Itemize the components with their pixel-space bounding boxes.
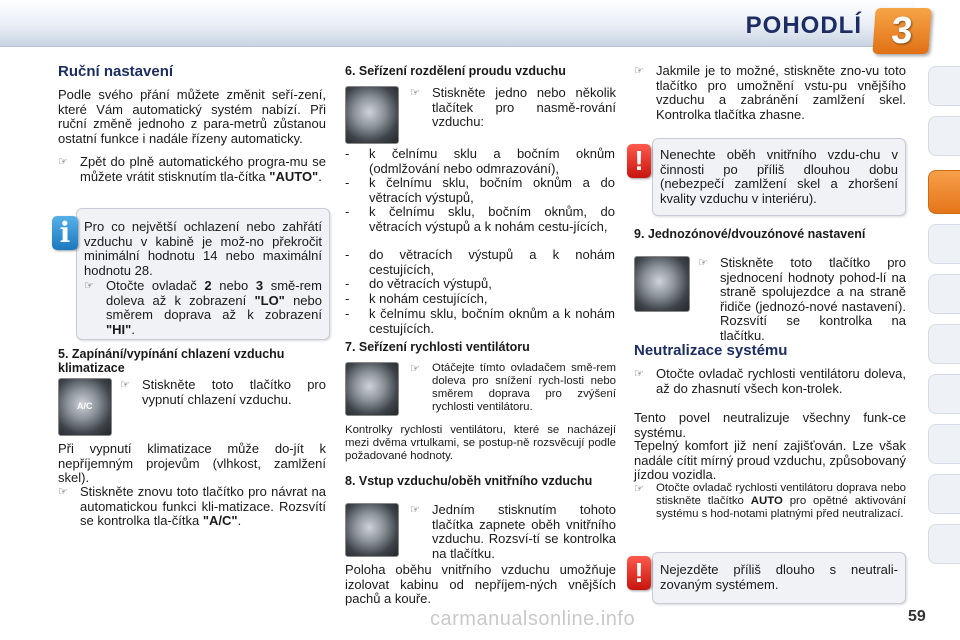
fan-speed-text: Otáčejte tímto ovladačem smě-rem doleva pro snížení rych-losti nebo směrem doprava pro zvýšení rychlosti ventilátoru. [432, 362, 616, 413]
ac-off-text: Stiskněte toto tlačítko pro vypnutí chlazení vzduchu. [142, 377, 326, 407]
warning-text: Nejezděte příliš dlouho s neutrali-zovaným systémem. [660, 562, 898, 592]
recirculation-para: Poloha oběhu vnitřního vzduchu umožňuje izolovat kabinu od nepříjem-ných vnějších pachů a kouře. [345, 562, 616, 607]
chapter-tab[interactable] [928, 274, 960, 314]
fan-speed-photo [345, 362, 399, 416]
fan-speed-bullet [410, 362, 616, 412]
chapter-tab[interactable] [928, 116, 960, 156]
outside-air-text: Jakmile je to možné, stiskněte zno-vu toto tlačítko pro umožnění vstu-pu vnějšího vzduchu a zabránění zamlžení skel. Kontrolka tlačítka zhasne. [656, 63, 906, 122]
list-item-text: k čelnímu sklu, bočním oknům, do větracích výstupů a k nohám cestu-jících, [369, 204, 615, 234]
ac-off-para: Při vypnutí klimatizace může do-jít k nepříjemným projevům (vlhkost, zamlžení skel). [58, 441, 326, 486]
neutralize-bullet [634, 367, 906, 412]
info-text: Pro co největší ochlazení nebo zahřátí vzduchu v kabině je mož-no překročit minimální hodnotu 14 nebo maximální hodnotu 28. [84, 219, 322, 278]
outside-air-bullet [634, 64, 906, 130]
mono-zone-bullet [698, 255, 906, 343]
chapter-tab[interactable] [928, 374, 960, 414]
chapter-tab-active[interactable] [928, 170, 960, 214]
manual-setting-title: Ruční nastavení [58, 63, 174, 80]
manual-setting-intro: Podle svého přání můžete změnit seří-zení, které Vám automatický systém nabízí. Při ruční změně jednoho z para-metrů zůstanou ostatní funkce i nadále řízeny automaticky. [58, 87, 326, 146]
watermark: carmanualsonline.info [430, 608, 636, 630]
auto-bullet-text: Zpět do plně automatického progra-mu se můžete vrátit stisknutím tla-čítka [80, 154, 326, 184]
chapter-tab[interactable] [928, 424, 960, 464]
mono-zone-text: Stiskněte toto tlačítko pro sjednocení hodnoty pohod-lí na straně spolujezdce a na straně řidiče (jednozó-nové nastavení). Rozsvítí se kontrolka na tlačítku. [720, 255, 906, 343]
finger-pointer-icon: ☞ [58, 486, 68, 498]
section-8-title: 8. Vstup vzduchu/oběh vnitřního vzduchu [345, 474, 593, 488]
air-distribution-text: Stiskněte jedno nebo několik tlačítek pro nasmě-rování vzduchu: [432, 85, 616, 130]
finger-pointer-icon: ☞ [634, 65, 644, 77]
neutralization-title: Neutralizace systému [634, 342, 788, 359]
recirculation-photo [345, 503, 399, 557]
ac-off-bullet [120, 378, 326, 410]
reactivate-text-end: pro opětné aktivování systému s hod-notami platnými před neutralizací. [656, 495, 907, 520]
finger-pointer-icon: ☞ [58, 156, 68, 168]
info-box [76, 208, 330, 340]
mono-zone-photo [634, 256, 690, 312]
finger-pointer-icon: ☞ [120, 379, 130, 391]
air-distribution-bullet [410, 86, 616, 130]
warning-icon: ! [627, 144, 651, 178]
chapter-tab[interactable] [928, 324, 960, 364]
control-3-label: 3 [255, 278, 264, 293]
section-7-title: 7. Seřízení rychlosti ventilátoru [345, 340, 530, 354]
chapter-tab[interactable] [928, 224, 960, 264]
recirculation-text: Jedním stisknutím tohoto tlačítka zapnete oběh vnitřního vzduchu. Rozsví-tí se kontrolka na tlačítku. [432, 502, 616, 561]
chapter-tab[interactable] [928, 66, 960, 106]
chapter-tab[interactable] [928, 474, 960, 514]
ac-button-photo [58, 378, 112, 436]
ac-label: "A/C" [202, 513, 238, 529]
section-9-title: 9. Jednozónové/dvouzónové nastavení [634, 227, 866, 241]
finger-pointer-icon: ☞ [698, 257, 708, 269]
ac-glyph-icon: A/C [77, 401, 93, 411]
list-item-text: do větracích výstupů, [369, 276, 492, 291]
control-2-label: 2 [204, 278, 212, 293]
chapter-badge: 3 [872, 8, 931, 54]
info-bullet-text: Otočte ovladač [106, 278, 197, 293]
fan-speed-para: Kontrolky rychlosti ventilátoru, které se nacházejí mezi dvěma vrtulkami, se postup-ně rozsvěcují podle požadované hodnoty. [345, 424, 616, 462]
info-bullet-text: nebo [219, 278, 249, 293]
section-5-title: 5. Zapínání/vypínání chlazení vzduchu klimatizace [58, 347, 285, 375]
finger-pointer-icon: ☞ [634, 483, 644, 495]
reactivate-bullet [634, 482, 906, 534]
info-bullet-text: nebo směrem doprava až k zobrazení [106, 292, 322, 323]
ac-on-text: Stiskněte znovu toto tlačítko pro návrat na automatickou funkci kli-matizace. Rozsvítí se kontrolka tla-čítka [80, 484, 326, 529]
list-item-text: k čelnímu sklu a bočním oknům (odmlžování nebo odmrazování), [369, 146, 615, 176]
warning-icon: ! [627, 556, 651, 590]
auto-label: AUTO [750, 495, 783, 507]
info-bullet-text: smě-rem doleva až k zobrazení [106, 278, 322, 308]
chapter-tab-strip [928, 66, 960, 626]
section-6-title: 6. Seřízení rozdělení proudu vzduchu [345, 64, 566, 78]
page-number: 59 [908, 608, 926, 625]
warning-text: Nenechte oběh vnitřního vzdu-chu v činnosti po příliš dlouhou dobu (nebezpečí zamlžení skel a zhoršení kvality vzduchu v interiéru). [660, 147, 898, 206]
recirculation-bullet [410, 503, 616, 559]
finger-pointer-icon: ☞ [410, 87, 420, 99]
list-item-text: k nohám cestujících, [369, 291, 488, 306]
list-item-text: k čelnímu sklu, bočním oknům a do větracích výstupů, [369, 175, 615, 205]
finger-pointer-icon: ☞ [634, 368, 644, 380]
list-item-text: k čelnímu sklu, bočním oknům a k nohám cestujících. [369, 306, 615, 336]
manual-page: POHODLÍ 3 Ruční nastavení Podle svého přání můžete změnit seří-zení, které Vám automatický systém nabízí. Při ruční změně jednoho z para-metrů zůstanou ostatní funkce i nadále řízeny automaticky. ☞ Zpět do plně automatického progra-mu se můžete vrátit stisknutím tla-čítka "AUTO". Pro co největší ochlazení nebo zahřátí vzduchu v kabině je mož-no překročit minimální hodnotu 14 nebo maximální hodnotu 28. ☞ Otočte ovladač 2 nebo 3 smě-rem doleva až k zobrazení "LO" nebo směrem doprava až k zobrazení "HI". i 5. Zapínání/vypínání chlazení vzduchu klimatizace A/C ☞ Stiskněte toto tlačítko pro vypnutí chlazení vzduchu. Při vypnutí klimatizace může do-jít k nepříjemným projevům (vlhkost, zamlžení skel). ☞ Stiskněte znovu toto tlačítko pro návrat na automatickou funkci kli-matizace. Rozsvítí se kontrolka tla-čítka "A/C". 6. Seřízení rozdělení proudu vzduchu ☞ Stiskněte jedno nebo několik tlačítek pro nasmě-rování vzduchu: - k čelnímu sklu a bočním oknům (odmlžování nebo odmrazování), - k čelnímu sklu, bočním oknům a do větracích výstupů, - k čelnímu sklu, bočním oknům, do větracích výstupů a k nohám cestu-jících, - do větracích výstupů a k nohám cestujících, - do větracích výstupů, - k nohám cestujících, - k čelnímu sklu, bočním oknům a k nohám cestujících. 7. Seřízení rychlosti ventilátoru ☞ Otáčejte tímto ovladačem smě-rem doleva pro snížení rych-losti nebo směrem doprava pro zvýšení rychlosti ventilátoru. Kontrolky rychlosti ventilátoru, které se nacházejí mezi dvěma vrtulkami, se postup-ně rozsvěcují podle požadované hodnoty. 8. Vstup vzduchu/oběh vnitřního vzduchu ☞ Jedním stisknutím tohoto tlačítka zapnete oběh vnitřního vzduchu. Rozsví-tí se kontrolka na tlačítku. Poloha oběhu vnitřního vzduchu umožňuje izolovat kabinu od nepříjem-ných vnějších pachů a kouře. ☞ Jakmile je to možné, stiskněte zno-vu toto tlačítko pro umožnění vstu-pu vnějšího vzduchu a zabránění zamlžení skel. Kontrolka tlačítka zhasne. Nenechte oběh vnitřního vzdu-chu v činnosti po příliš dlouhou dobu (nebezpečí zamlžení skel a zhoršení kvality vzduchu v interiéru). ! 9. Jednozónové/dvouzónové nastavení ☞ Stiskněte toto tlačítko pro sjednocení hodnoty pohod-lí na straně spolujezdce a na straně řidiče (jednozó-nové nastavení). Rozsvítí se kontrolka na tlačítku. Neutralizace systému ☞ Otočte ovladač rychlosti ventilátoru doleva, až do zhasnutí všech kon-trolek. Tento povel neutralizuje všechny funk-ce systému. Tepelný komfort již není zajišťován. Lze však nadále cítit mírný proud vzduchu, způsobovaný jízdou vozidla. ☞ Otočte ovladač rychlosti ventilátoru doprava nebo stiskněte tlačítko AUTO pro opětné aktivování systému s hod-notami platnými před neutralizací. Nejezděte příliš dlouho s neutrali-zovaným systémem. ! carmanualsonline.info 59 [0, 0, 960, 640]
warning-box-neutralization [652, 552, 906, 604]
hi-label: "HI" [106, 321, 132, 337]
auto-label: "AUTO" [269, 168, 319, 184]
reactivate-text: Otočte ovladač rychlosti ventilátoru doprava nebo stiskněte tlačítko [656, 482, 906, 507]
info-bullet: ☞ Otočte ovladač 2 nebo 3 smě-rem doleva až k zobrazení "LO" nebo směrem doprava až k zobrazení "HI". [84, 278, 322, 337]
chapter-tab[interactable] [928, 524, 960, 564]
finger-pointer-icon: ☞ [84, 280, 94, 292]
neutralize-text: Otočte ovladač rychlosti ventilátoru doleva, až do zhasnutí všech kon-trolek. [656, 366, 906, 396]
air-distribution-photo [345, 86, 399, 144]
ac-on-bullet: ☞ Stiskněte znovu toto tlačítko pro návrat na automatickou funkci kli-matizace. Rozsvítí se kontrolka tla-čítka "A/C". [58, 484, 326, 529]
info-icon: i [52, 216, 78, 250]
auto-bullet: ☞ Zpět do plně automatického progra-mu se můžete vrátit stisknutím tla-čítka "AUTO". [58, 154, 326, 184]
page-title: POHODLÍ [745, 12, 862, 39]
neutralize-para-1: Tento povel neutralizuje všechny funk-ce systému. [634, 410, 906, 440]
lo-label: "LO" [254, 292, 285, 308]
warning-box-recirculation [652, 138, 906, 216]
list-item-text: do větracích výstupů a k nohám cestujících, [369, 247, 615, 277]
neutralize-para-2: Tepelný komfort již není zajišťován. Lze však nadále cítit mírný proud vzduchu, způsobovaný jízdou vozidla. [634, 438, 906, 483]
finger-pointer-icon: ☞ [410, 504, 420, 516]
finger-pointer-icon: ☞ [410, 363, 420, 375]
